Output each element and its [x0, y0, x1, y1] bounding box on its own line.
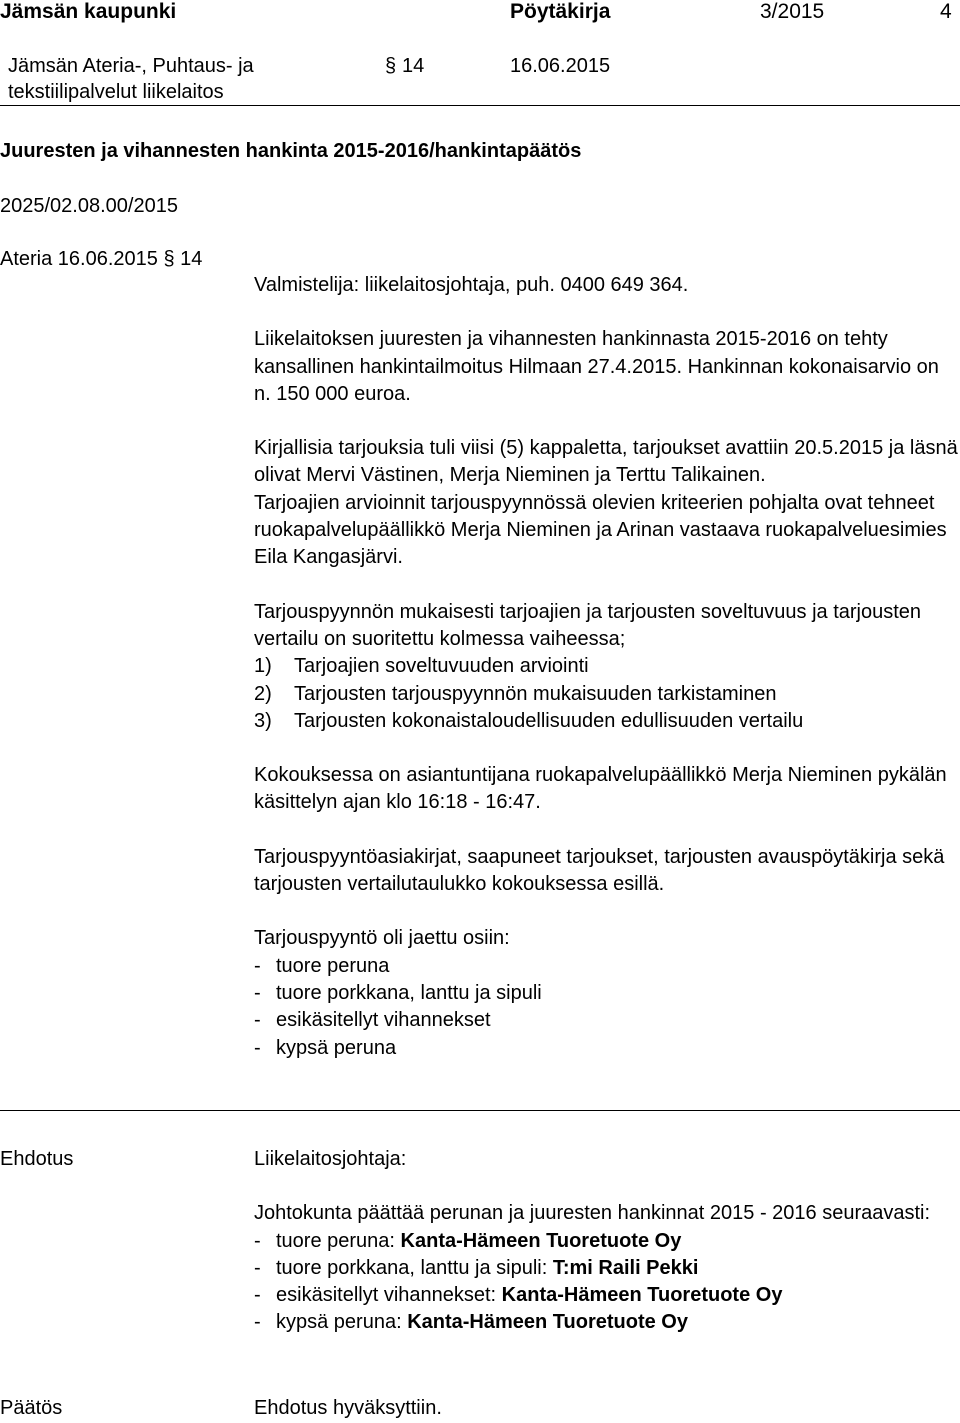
list-number: 3) [254, 709, 272, 732]
header-divider [0, 105, 960, 106]
section-mark: § [385, 55, 397, 77]
list-item [254, 980, 960, 1007]
document-number: 3/2015 [760, 0, 825, 23]
decision-text: Ehdotus hyväksyttiin. [254, 1397, 442, 1419]
list-item [254, 1255, 960, 1282]
list-text: tuore porkkana, lanttu ja sipuli [276, 981, 542, 1004]
list-item [254, 1282, 960, 1309]
meeting-date: 16.06.2015 [510, 55, 611, 77]
page-number: 4 [940, 0, 952, 23]
supplier-name: Kanta-Hämeen Tuoretuote Oy [400, 1229, 682, 1252]
proposal-intro: Johtokunta päättää perunan ja juuresten hankinnat 2015 - 2016 seuraavasti: [254, 1202, 931, 1225]
proposal-body [254, 1146, 960, 1337]
preparer-line: Valmistelija: liikelaitosjohtaja, puh. 0400 649 364. [254, 274, 689, 296]
list-dash: - [254, 1311, 261, 1334]
municipality-name: Jämsän kaupunki [0, 0, 177, 23]
proposal-divider [0, 1110, 960, 1111]
list-dash: - [254, 981, 261, 1004]
list-item [254, 653, 960, 680]
list-item [254, 953, 960, 980]
part-name: tuore porkkana, lanttu ja sipuli: [276, 1256, 553, 1279]
list-text: Tarjoajien soveltuvuuden arviointi [294, 655, 589, 678]
paragraph-evaluation: Tarjoajien arvioinnit tarjouspyynnössä olevien kriteerien pohjalta ovat tehneet ruokapalvelupäällikkö Merja Nieminen ja Arinan vastaava ruokapalveluesimies Eila Kangasjärvi. [254, 491, 947, 569]
list-text: Tarjousten tarjouspyynnön mukaisuuden tarkistaminen [294, 682, 777, 705]
proposal-author: Liikelaitosjohtaja: [254, 1148, 407, 1170]
list-item [254, 1035, 960, 1062]
list-dash: - [254, 1009, 261, 1032]
part-name: tuore peruna: [276, 1229, 401, 1252]
part-name: kypsä peruna: [276, 1311, 408, 1334]
preparation-body [254, 272, 960, 1062]
part-name: esikäsitellyt vihannekset: [276, 1284, 502, 1307]
decision-label: Päätös [0, 1397, 63, 1419]
list-number: 1) [254, 655, 272, 678]
list-text: tuore peruna [276, 954, 390, 977]
proposal-label: Ehdotus [0, 1148, 74, 1170]
list-text: esikäsitellyt vihannekset [276, 1009, 491, 1032]
list-item [254, 1228, 960, 1255]
paragraph-expert: Kokouksessa on asiantuntijana ruokapalvelupäällikkö Merja Nieminen pykälän käsittelyn ajan klo 16:18 - 16:47. [254, 764, 947, 814]
list-number: 2) [254, 682, 272, 705]
meeting-reference: Ateria 16.06.2015 § 14 [0, 248, 203, 270]
paragraph-procurement-notice: Liikelaitoksen juuresten ja vihannesten hankinnasta 2015-2016 on tehty kansallinen hankintailmoitus Hilmaan 27.4.2015. Hankinnan kokonaisarvio on n. 150 000 euroa. [254, 328, 939, 405]
section-number: 14 [402, 55, 425, 77]
document-type: Pöytäkirja [510, 0, 611, 23]
paragraph-offers-received: Kirjallisia tarjouksia tuli viisi (5) kappaletta, tarjoukset avattiin 20.5.2015 ja läsnä olivat Mervi Västinen, Merja Nieminen ja Terttu Talikainen. [254, 437, 958, 487]
list-item [254, 1309, 960, 1336]
paragraph-comparison-phases: Tarjouspyynnön mukaisesti tarjoajien ja tarjousten soveltuvuus ja tarjousten vertailu on suoritettu kolmessa vaiheessa; [254, 600, 922, 650]
list-dash: - [254, 1284, 261, 1307]
list-dash: - [254, 954, 261, 977]
body-name-line2: tekstiilipalvelut liikelaitos [8, 81, 224, 103]
list-dash: - [254, 1229, 261, 1252]
list-item [254, 1007, 960, 1034]
list-item [254, 681, 960, 708]
supplier-name: T:mi Raili Pekki [552, 1256, 699, 1279]
item-title: Juuresten ja vihannesten hankinta 2015-2016/hankintapäätös [0, 140, 582, 162]
supplier-name: Kanta-Hämeen Tuoretuote Oy [501, 1284, 783, 1307]
list-dash: - [254, 1036, 261, 1059]
paragraph-documents: Tarjouspyyntöasiakirjat, saapuneet tarjoukset, tarjousten avauspöytäkirja sekä tarjousten vertailutaulukko kokouksessa esillä. [254, 845, 945, 896]
supplier-name: Kanta-Hämeen Tuoretuote Oy [407, 1311, 688, 1334]
body-name-line1: Jämsän Ateria-, Puhtaus- ja [8, 55, 254, 77]
list-item [254, 708, 960, 735]
list-dash: - [254, 1256, 261, 1279]
list-text: kypsä peruna [276, 1036, 397, 1059]
list-text: Tarjousten kokonaistaloudellisuuden edullisuuden vertailu [294, 709, 804, 732]
reference-number: 2025/02.08.00/2015 [0, 195, 178, 217]
paragraph-parts-intro: Tarjouspyyntö oli jaettu osiin: [254, 927, 510, 950]
